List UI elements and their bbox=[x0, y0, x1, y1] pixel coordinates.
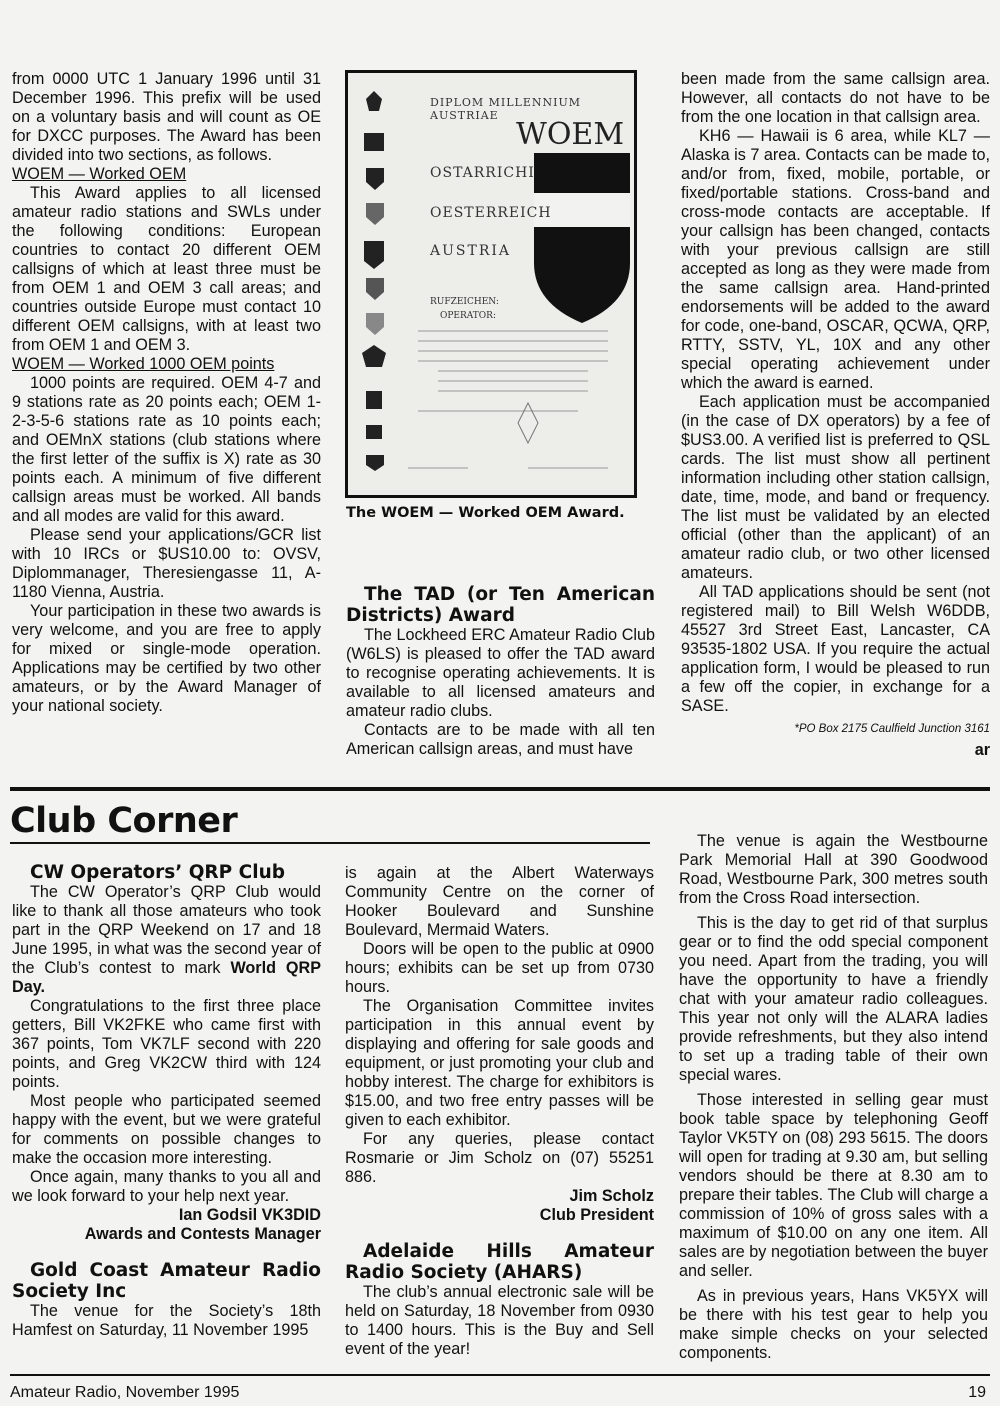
paragraph: Contacts are to be made with all ten American callsign areas, and must have bbox=[346, 721, 655, 758]
subheading-woem-1000: WOEM — Worked 1000 OEM points bbox=[12, 355, 275, 373]
coat-of-arms-icon bbox=[366, 313, 384, 335]
paragraph: is again at the Albert Waterways Community Centre on the corner of Hooker Boulevard and Sunshine Boulevard, Mermaid Waters. bbox=[345, 864, 654, 939]
paragraph: The venue for the Society’s 18th Hamfest on Saturday, 11 November 1995 bbox=[12, 1302, 321, 1339]
paragraph: The Organisation Committee invites participation in this annual event by displaying and offering for sale goods and equipment, or just promoting your club and hobby interest. The charge for exhibitors is $15.00, and two free entry passes will be given to each exhibitor. bbox=[345, 997, 654, 1129]
coat-of-arms-icon bbox=[366, 203, 384, 225]
eagle-crest-icon bbox=[366, 91, 382, 111]
paragraph: The Lockheed ERC Amateur Radio Club (W6LS) is pleased to offer the TAD award to recognise operating achievements. It is available to all licensed amateurs and amateur radio clubs. bbox=[346, 626, 655, 720]
section-divider bbox=[10, 787, 990, 791]
signature-name: Jim Scholz bbox=[569, 1187, 654, 1205]
heading-gold-coast: Gold Coast Amateur Radio Society Inc bbox=[12, 1260, 321, 1302]
emblem-icon bbox=[518, 403, 538, 443]
paragraph: 1000 points are required. OEM 4-7 and 9 stations rate as 20 points each; OEM 1-2-3-5-6 stations rate as 10 points each; and OEMnX stations (club stations where the first letter of the suffix is X) rate as 30 points each. A minimum of five different callsign areas must be worked. All bands and all modes are valid for this award. bbox=[12, 374, 321, 525]
coat-of-arms-icon bbox=[364, 241, 384, 269]
paragraph: Those interested in selling gear must book table space by telephoning Geoff Taylor VK5TY on (08) 293 5615. The doors will open for trading at 9.30 am, but selling vendors should be there at 8.30 am to prepare their tables. The Club will charge a commission of 10% of gross sales with a maximum of $10.00 on any one item. All sales are by negotiation between the buyer and seller. bbox=[679, 1091, 988, 1280]
woem-award-certificate bbox=[345, 70, 637, 498]
author-address: *PO Box 2175 Caulfield Junction 3161 bbox=[794, 723, 990, 735]
top-column-3 bbox=[681, 70, 990, 760]
coat-of-arms-icon bbox=[366, 425, 382, 439]
club-column-3 bbox=[679, 832, 988, 1363]
paragraph: As in previous years, Hans VK5YX will be there with his test gear to help you make simple checks on your selected components. bbox=[679, 1287, 988, 1362]
heading-adelaide-hills: Adelaide Hills Amateur Radio Society (AHARS) bbox=[345, 1241, 654, 1283]
page-number: 19 bbox=[968, 1384, 986, 1401]
signature-title: Awards and Contests Manager bbox=[84, 1225, 321, 1243]
paragraph: This Award applies to all licensed amateur radio stations and SWLs under the following conditions: European countries to contact 20 different OEM callsigns of which at least three must be from OEM 1 and OEM 3 call areas; and countries outside Europe must contact 10 different OEM callsigns, with at least two from OEM 1 and OEM 3. bbox=[12, 184, 321, 354]
paragraph: Each application must be accompanied (in the case of DX operators) by a fee of $US3.00. A verified list is preferred to QSL cards. The list must show all pertinent information including other station callsign, date, time, mode, and band or frequency. The list must be validated by an elected official (other than the applicant) of an amateur radio club, or two other licensed amateurs. bbox=[681, 393, 990, 582]
paragraph: The venue is again the Westbourne Park Memorial Hall at 390 Goodwood Road, Westbourne Park, 300 metres south from the Cross Road intersection. bbox=[679, 832, 988, 907]
paragraph: Doors will be open to the public at 0900 hours; exhibits can be set up from 0730 hours. bbox=[345, 940, 654, 996]
end-mark: ar bbox=[974, 741, 990, 759]
certificate-line: OESTERREICH bbox=[430, 205, 552, 221]
paragraph: The club’s annual electronic sale will be held on Saturday, 18 November from 0930 to 1400 hours. This is the Buy and Sell event of the year! bbox=[345, 1283, 654, 1358]
paragraph: For any queries, please contact Rosmarie or Jim Scholz on (07) 55251 886. bbox=[345, 1130, 654, 1186]
certificate-title: WOEM bbox=[516, 117, 625, 152]
paragraph: All TAD applications should be sent (not registered mail) to Bill Welsh W6DDB, 45527 3rd Street East, Lancaster, CA 93535-1802 USA. If you require the actual application form, I would be pleased to run a few off the copier, in exchange for a SASE. bbox=[681, 583, 990, 715]
certificate-line: DIPLOM MILLENNIUM AUSTRIAE bbox=[430, 96, 582, 122]
coat-of-arms-icon bbox=[366, 391, 382, 409]
signature-name: Ian Godsil VK3DID bbox=[178, 1206, 321, 1224]
publication-footer: Amateur Radio, November 1995 bbox=[10, 1384, 240, 1401]
club-column-1 bbox=[12, 862, 321, 1340]
coat-of-arms-icon bbox=[366, 168, 384, 190]
club-column-2 bbox=[345, 864, 654, 1359]
heading-cw-qrp-club: CW Operators’ QRP Club bbox=[30, 862, 286, 883]
text-run: The CW Operator’s QRP Club would like to thank all those amateurs who took part in the QRP Weekend on 17 and 18 June 1995, in what was the second year of the Club’s contest to mark bbox=[12, 883, 321, 977]
paragraph: been made from the same callsign area. However, all contacts do not have to be from the one location in that callsign area. bbox=[681, 70, 990, 126]
coat-of-arms-icon bbox=[366, 278, 384, 300]
certificate-line: RUFZEICHEN: bbox=[430, 297, 499, 307]
subheading-woem: WOEM — Worked OEM bbox=[12, 165, 187, 183]
bold-text-run: World QRP Day. bbox=[12, 959, 321, 996]
footer-divider bbox=[10, 1374, 990, 1376]
paragraph: from 0000 UTC 1 January 1996 until 31 December 1996. This prefix will be used on a voluntary basis and will count as OE for DXCC purposes. The Award has been divided into two sections, as follows. bbox=[12, 70, 321, 164]
coat-of-arms-icon bbox=[364, 133, 384, 151]
paragraph: Most people who participated seemed happy with the event, but we were grateful for comments on possible changes to make the occasion more interesting. bbox=[12, 1092, 321, 1167]
eagle-crest-icon bbox=[362, 345, 386, 367]
certificate-line: OSTARRICHI bbox=[430, 165, 535, 181]
title-underline bbox=[10, 842, 650, 844]
signature-title: Club President bbox=[539, 1206, 654, 1224]
certificate-line: OPERATOR: bbox=[440, 311, 496, 321]
paragraph: Congratulations to the first three place getters, Bill VK2FKE who came first with 367 points, Tom VK7LF second with 220 points, and Greg VK2CW third with 124 points. bbox=[12, 997, 321, 1091]
certificate-line: AUSTRIA bbox=[430, 243, 512, 259]
austrian-shield-icon bbox=[534, 153, 630, 323]
paragraph: This is the day to get rid of that surplus gear or to find the odd special component you need. Apart from the trading, you will have the opportunity to have a friendly chat with your amateur radio colleagues. This year not only will the ALARA ladies provide refreshments, but they also intend to set up a trading table of their own special wares. bbox=[679, 914, 988, 1084]
coat-of-arms-icon bbox=[366, 455, 384, 471]
top-column-1 bbox=[12, 70, 321, 716]
paragraph: Your participation in these two awards is very welcome, and you are free to apply for mixed or single-mode operation. Applications may be certified by two other amateurs, or by the Award Manager of your national society. bbox=[12, 602, 321, 715]
top-column-2 bbox=[346, 584, 655, 759]
paragraph bbox=[12, 883, 321, 997]
paragraph: Please send your applications/GCR list with 10 IRCs or $US10.00 to: OVSV, Diplommanager, Theresiengasse 11, A-1180 Vienna, Austria. bbox=[12, 526, 321, 601]
paragraph: KH6 — Hawaii is 6 area, while KL7 — Alaska is 7 area. Contacts can be made to, and/or from, fixed, mobile, portable, or fixed/portable stations. Cross-band and cross-mode contacts are acceptable. If your callsign has been changed, contacts with your previous callsign are still accepted as long as they were made from the same callsign area. Hand-printed endorsements will be added to the award for code, one-band, OSCAR, QCWA, QRP, RTTY, SSTV, YL, 10X and any other special operating achievement under which the award is earned. bbox=[681, 127, 990, 392]
section-title: Club Corner bbox=[10, 801, 238, 841]
heading-tad-award: The TAD (or Ten American Districts) Award bbox=[346, 584, 655, 626]
paragraph: Once again, many thanks to you all and we look forward to your help next year. bbox=[12, 1168, 321, 1205]
figure-caption: The WOEM — Worked OEM Award. bbox=[346, 505, 625, 521]
